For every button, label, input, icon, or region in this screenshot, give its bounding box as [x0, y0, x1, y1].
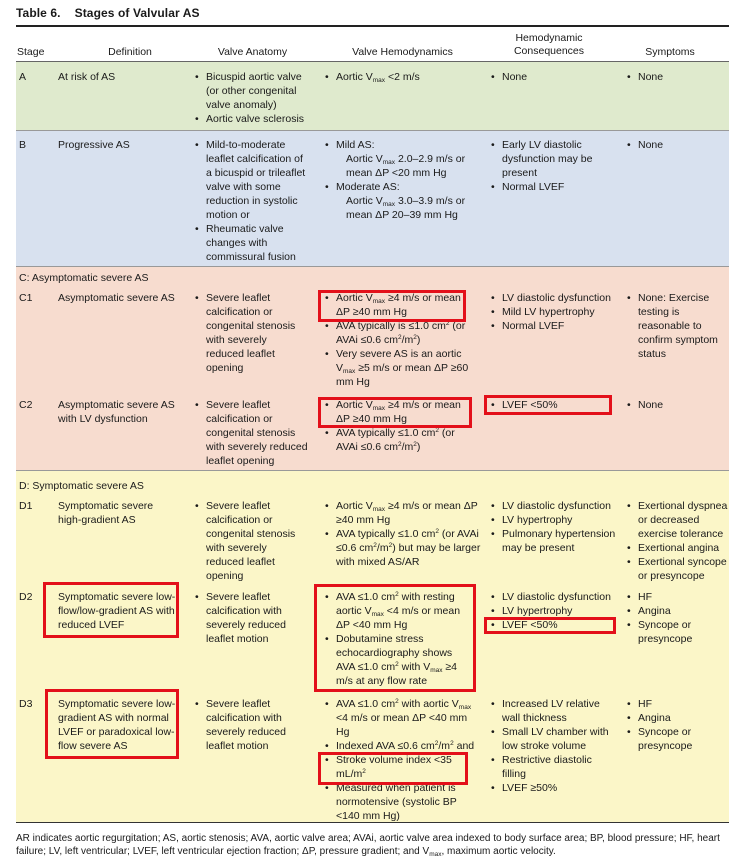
stage-d2-label: D2 [19, 591, 33, 603]
stage-c2-hemodynamics [322, 398, 477, 454]
stage-d3-anatomy [192, 697, 304, 753]
header-stage: Stage [17, 46, 45, 58]
row-rule [16, 470, 729, 471]
list-item [322, 138, 482, 180]
list-item: • LV hypertrophy [488, 604, 613, 618]
stage-d2-hemodynamics [322, 590, 472, 688]
stage-c1-consequences [488, 291, 613, 333]
header-hemodynamics: Valve Hemodynamics [352, 46, 453, 58]
list-item: • Severe leaflet calcification or congenital stenosis with severely reduced leaflet opening [192, 291, 302, 375]
stage-d1-definition: Symptomatic severe high-gradient AS [58, 500, 154, 526]
list-item: • Exertional angina [624, 541, 728, 555]
table-title-text: Stages of Valvular AS [74, 6, 200, 20]
list-item: • None [624, 398, 729, 412]
list-item: • Aortic $V_{max} \ge 4$ m/s or mean ΔP ≥40 mm Hg [322, 499, 482, 527]
list-item: • LV hypertrophy [488, 513, 618, 527]
table-footnote: AR indicates aortic regurgitation; AS, aortic stenosis; AVA, aortic valve area; AVAi, aortic valve area indexed to body surface area; BP, blood pressure; HF, heart failure; LV, left ventricular; LVEF, left ventricular ejection fraction; ΔP, pressure gradient; and $V_{max}$, maximum aortic velocity. [16, 833, 720, 858]
stage-d3-hemodynamics [322, 697, 477, 823]
list-item: • Early LV diastolic dysfunction may be present [488, 138, 600, 180]
stage-c1-symptoms [624, 291, 729, 361]
stage-b-consequences [488, 138, 600, 194]
list-item: • Angina [624, 604, 729, 618]
mild-as-detail: Aortic $V_{max}$ 2.0–2.9 m/s or mean ΔP <20 mm Hg [346, 153, 466, 179]
stage-c2-definition: Asymptomatic severe AS with LV dysfunction [58, 399, 175, 425]
header-consequences: Hemodynamic Consequences [513, 32, 585, 57]
header-definition: Definition [108, 46, 152, 58]
stage-d1-consequences [488, 499, 618, 555]
stage-d2-symptoms [624, 590, 729, 646]
moderate-as-detail: Aortic $V_{max}$ 3.0–3.9 m/s or mean ΔP 20–39 mm Hg [346, 195, 466, 221]
stage-a-label: A [19, 71, 27, 83]
stage-d1-hemodynamics [322, 499, 482, 569]
stage-a-anatomy [192, 70, 310, 126]
list-item: • Normal LVEF [488, 319, 613, 333]
list-item: • Severe leaflet calcification or congenital stenosis with severely reduced leaflet opening [192, 398, 314, 468]
stage-d3-symptoms [624, 697, 729, 753]
stage-a-definition: At risk of AS [58, 71, 116, 83]
stage-d2-definition: Symptomatic severe low-flow/low-gradient AS with reduced LVEF [58, 591, 176, 631]
row-rule [16, 130, 729, 131]
stage-d3-definition: Symptomatic severe low-gradient AS with normal LVEF or paradoxical low-flow severe AS [58, 698, 176, 752]
section-c-heading: C: Asymptomatic severe AS [19, 272, 149, 284]
list-item: • Small LV chamber with low stroke volume [488, 725, 613, 753]
list-item: • Dobutamine stress echocardiography shows AVA ≤1.0 $cm^2$ with $V_{max} \ge 4$ m/s at any flow rate [322, 632, 472, 688]
list-item: • LV diastolic dysfunction [488, 499, 618, 513]
list-item: • LVEF ≥50% [488, 781, 613, 795]
list-item: • LV diastolic dysfunction [488, 590, 613, 604]
stage-c1-hemodynamics [322, 291, 477, 389]
stage-b-symptoms [624, 138, 729, 152]
list-item: • AVA typically ≤1.0 $cm^2$ (or AVAi ≤0.6 $cm^2/m^2$) [322, 426, 477, 454]
list-item: • Restrictive diastolic filling [488, 753, 613, 781]
list-item: • Mild LV hypertrophy [488, 305, 613, 319]
table-number: Table 6. [16, 6, 61, 20]
stage-b-anatomy [192, 138, 307, 264]
stage-d3-label: D3 [19, 698, 33, 710]
list-item: • Very severe AS is an aortic $V_{max} \ge 5$ m/s or mean ΔP ≥60 mm Hg [322, 347, 477, 389]
header-symptoms: Symptoms [645, 46, 695, 58]
list-item: • Aortic $V_{max} <2$ m/s [322, 70, 482, 84]
stage-d2-anatomy [192, 590, 304, 646]
stage-b-hemodynamics [322, 138, 482, 222]
list-item: • HF [624, 697, 729, 711]
stage-c1-anatomy [192, 291, 302, 375]
list-item: • Severe leaflet calcification with severely reduced leaflet motion [192, 590, 304, 646]
stage-a-symptoms [624, 70, 729, 84]
list-item: • None [624, 138, 729, 152]
list-item: • Exertional syncope or presyncope [624, 555, 728, 583]
list-item: • Mild-to-moderate leaflet calcification of a bicuspid or trileaflet valve with some reduction in systolic motion or [192, 138, 307, 222]
stage-c2-consequences [488, 398, 613, 412]
stage-c2-symptoms [624, 398, 729, 412]
header-anatomy: Valve Anatomy [217, 46, 288, 58]
top-rule [16, 25, 729, 27]
stage-c1-definition: Asymptomatic severe AS [58, 292, 175, 304]
stage-d1-symptoms [624, 499, 728, 583]
list-item: • Severe leaflet calcification or congenital stenosis with severely reduced leaflet opening [192, 499, 302, 583]
stage-b-label: B [19, 139, 27, 151]
list-item: • Rheumatic valve changes with commissural fusion [192, 222, 307, 264]
list-item: • AVA ≤1.0 $cm^2$ with resting aortic $V_{max} <4$ m/s or mean ΔP <40 mm Hg [322, 590, 472, 632]
list-item: • HF [624, 590, 729, 604]
stage-d2-consequences [488, 590, 613, 632]
list-item: • Indexed AVA ≤0.6 $cm^2/m^2$ and [322, 739, 477, 753]
list-item: • Exertional dyspnea or decreased exercise tolerance [624, 499, 728, 541]
stage-d1-label: D1 [19, 500, 33, 512]
mild-as-label: Mild AS: [336, 139, 375, 151]
list-item: • AVA typically ≤1.0 $cm^2$ (or AVAi ≤0.6 $cm^2/m^2$) but may be larger with mixed AS/AR [322, 527, 482, 569]
list-item: • Syncope or presyncope [624, 618, 729, 646]
stage-d3-consequences [488, 697, 613, 795]
list-item: • Syncope or presyncope [624, 725, 729, 753]
list-item: • Stroke volume index <35 $mL/m^2$ [322, 753, 477, 781]
list-item: • Normal LVEF [488, 180, 600, 194]
list-item [322, 180, 482, 222]
section-d-heading: D: Symptomatic severe AS [19, 480, 144, 492]
list-item: • AVA typically is ≤1.0 $cm^2$ (or AVAi ≤0.6 $cm^2/m^2$) [322, 319, 477, 347]
stage-c2-anatomy [192, 398, 314, 468]
list-item: • Aortic $V_{max} \ge 4$ m/s or mean ΔP ≥40 mm Hg [322, 291, 477, 319]
list-item: • None: Exercise testing is reasonable to confirm symptom status [624, 291, 729, 361]
list-item: • Measured when patient is normotensive (systolic BP <140 mm Hg) [322, 781, 477, 823]
list-item: • AVA ≤1.0 $cm^2$ with aortic $V_{max} <4$ m/s or mean ΔP <40 mm Hg [322, 697, 477, 739]
list-item: • Severe leaflet calcification with severely reduced leaflet motion [192, 697, 304, 753]
stage-c1-label: C1 [19, 292, 33, 304]
list-item: • Bicuspid aortic valve (or other congenital valve anomaly) [192, 70, 310, 112]
stage-b-definition: Progressive AS [58, 139, 130, 151]
stage-c2-label: C2 [19, 399, 33, 411]
list-item: • Aortic valve sclerosis [192, 112, 310, 126]
list-item: • LVEF <50% [488, 618, 613, 632]
row-rule [16, 266, 729, 267]
list-item: • Increased LV relative wall thickness [488, 697, 613, 725]
stage-a-consequences [488, 70, 613, 84]
stage-d1-anatomy [192, 499, 302, 583]
list-item: • LVEF <50% [488, 398, 613, 412]
moderate-as-label: Moderate AS: [336, 181, 400, 193]
list-item: • Pulmonary hypertension may be present [488, 527, 618, 555]
list-item: • None [488, 70, 613, 84]
table-title [16, 6, 200, 20]
list-item: • LV diastolic dysfunction [488, 291, 613, 305]
list-item: • None [624, 70, 729, 84]
list-item: • Aortic $V_{max} \ge 4$ m/s or mean ΔP ≥40 mm Hg [322, 398, 477, 426]
list-item: • Angina [624, 711, 729, 725]
stage-a-hemodynamics [322, 70, 482, 84]
